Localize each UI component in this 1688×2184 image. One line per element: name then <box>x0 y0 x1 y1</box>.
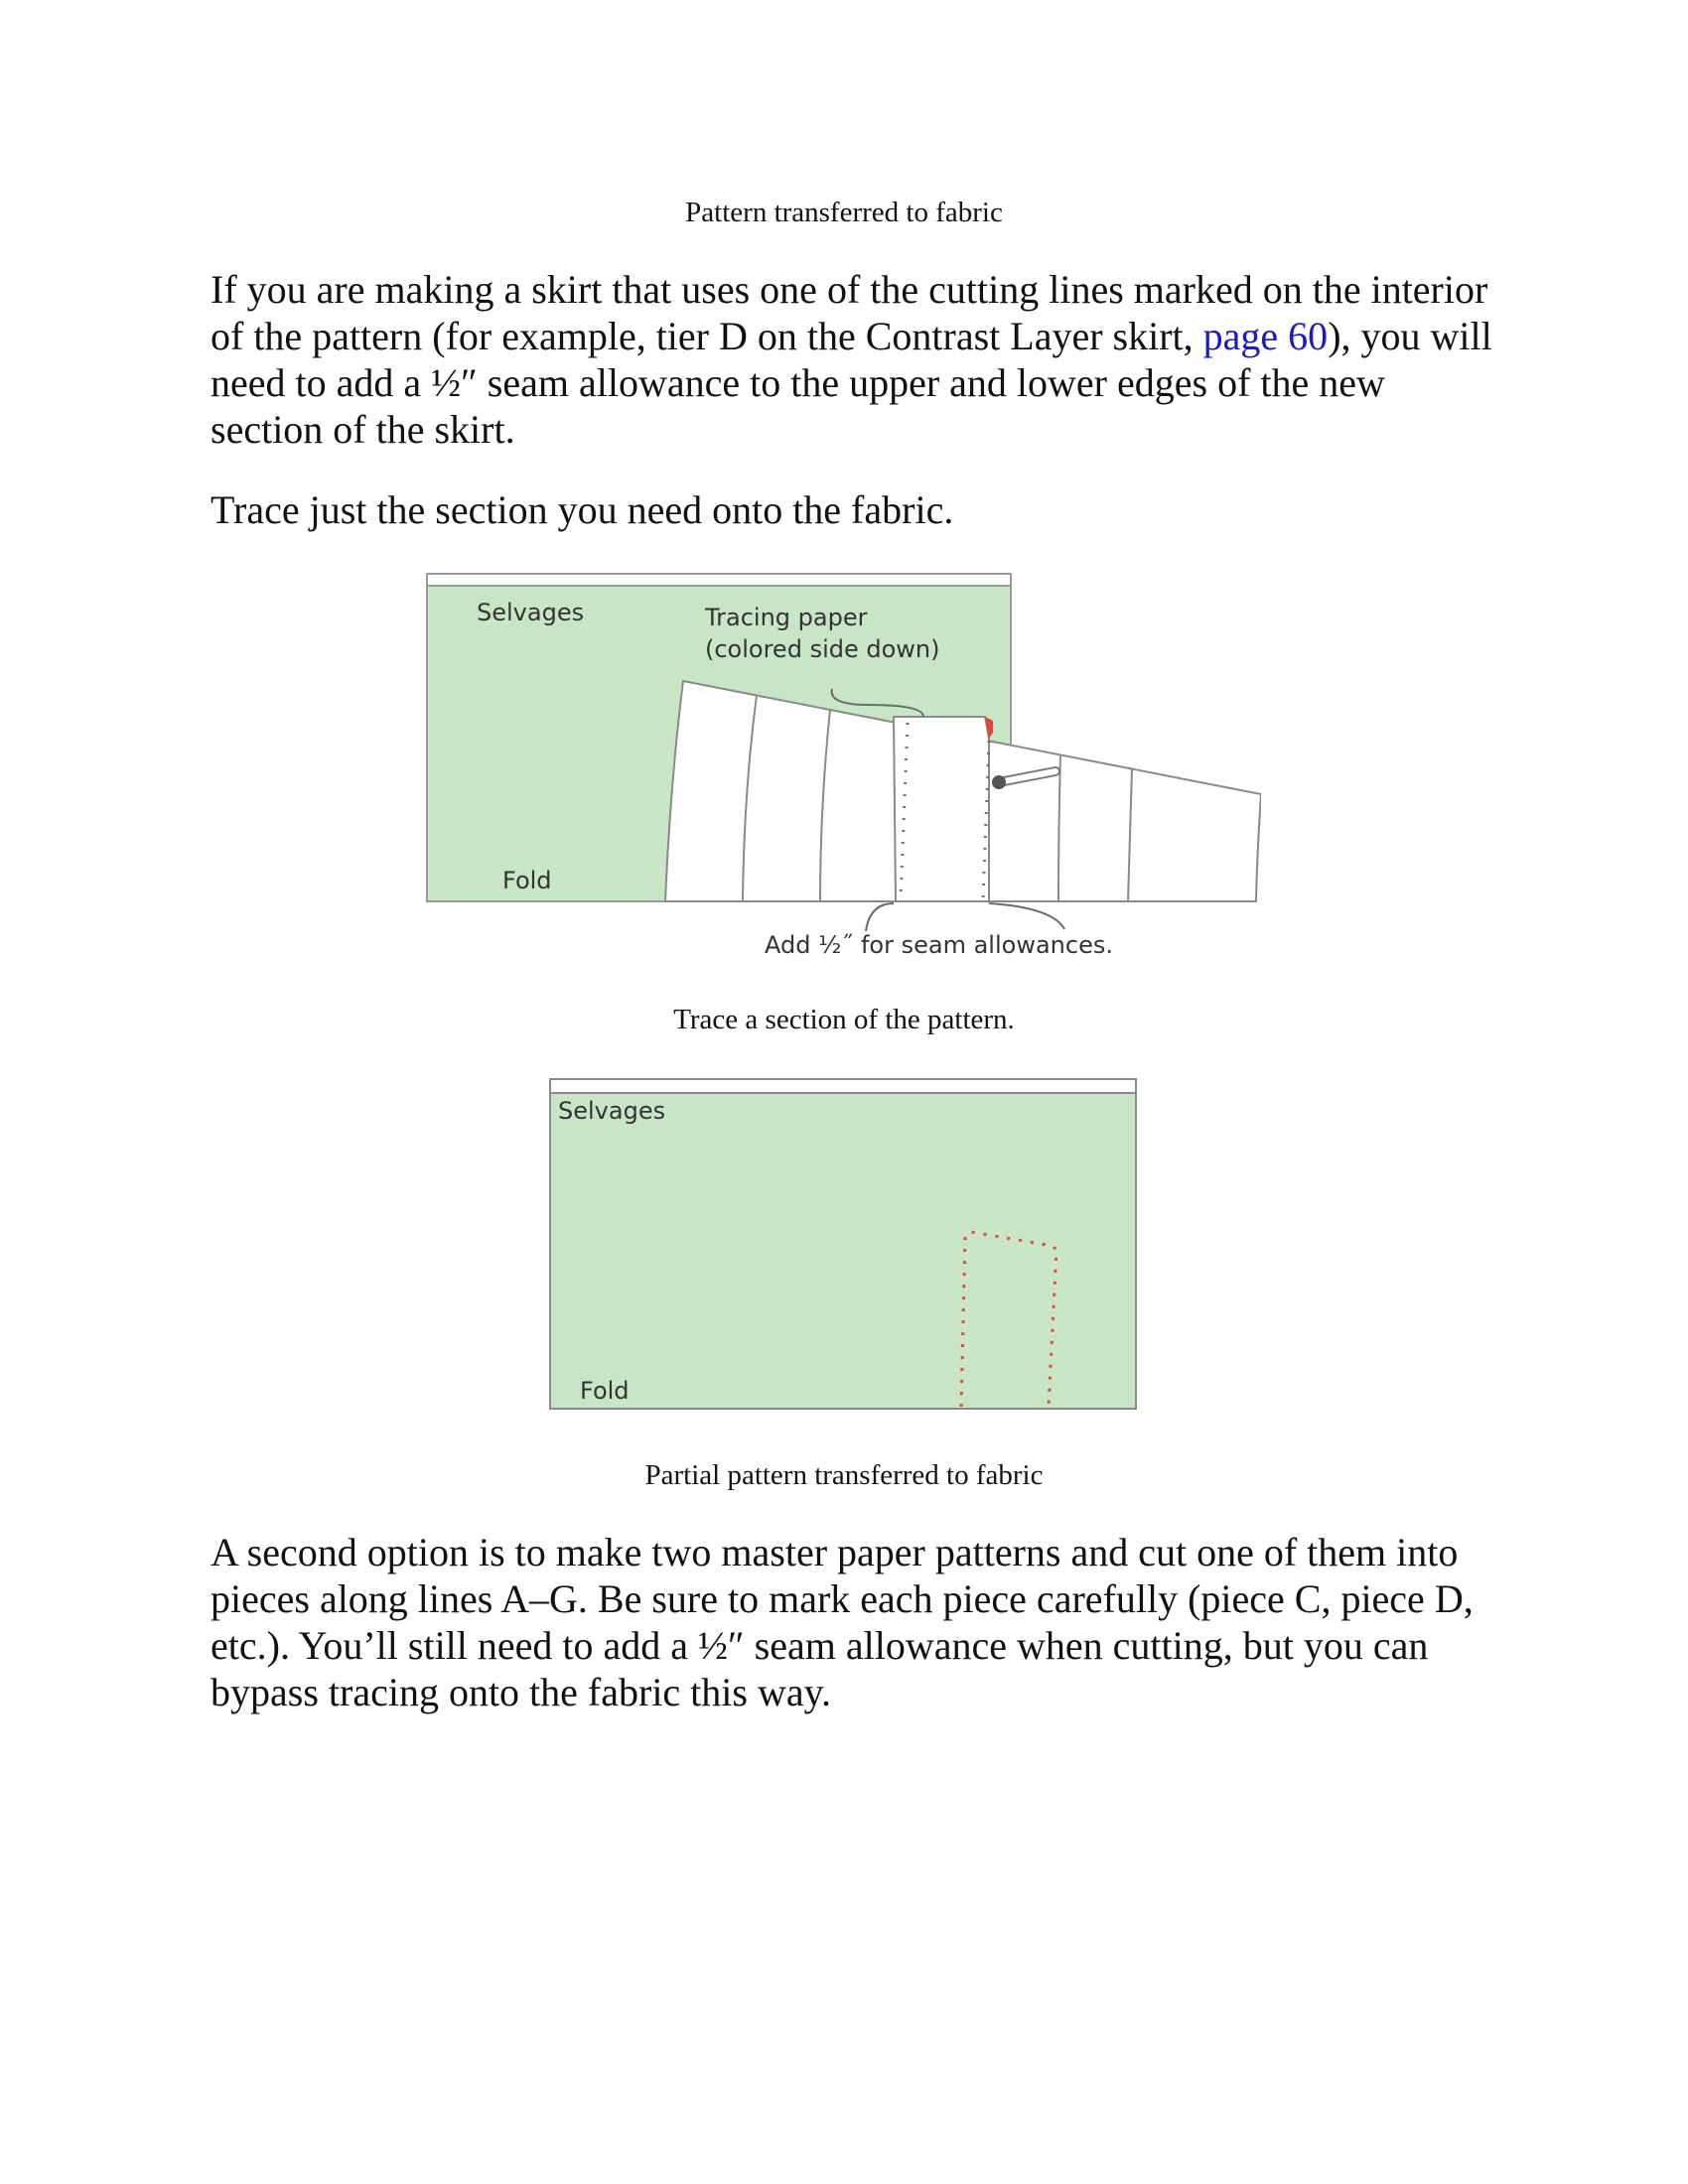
label-fold: Fold <box>580 1377 630 1405</box>
label-tracing-paper: Tracing paper <box>705 604 868 631</box>
tracing-paper <box>894 717 989 901</box>
figure-trace-section <box>417 566 1261 963</box>
paragraph-intro <box>211 266 1501 453</box>
caption-trace-section: Trace a section of the pattern. <box>673 1004 1015 1035</box>
figure-partial-pattern <box>548 1077 1144 1415</box>
seam-allowance-brace <box>866 903 1064 931</box>
fabric-rect <box>550 1079 1136 1409</box>
selvage-strip <box>550 1079 1136 1093</box>
tracing-wheel <box>992 775 1006 789</box>
caption-partial-pattern: Partial pattern transferred to fabric <box>644 1459 1044 1491</box>
selvage-strip <box>427 574 1011 586</box>
page-60-link[interactable]: page 60 <box>1202 314 1329 358</box>
paragraph-intro-text-b: ), you will need to add a ½″ seam allowance to the upper and lower edges of the new section of the skirt. <box>211 314 1492 452</box>
paragraph-intro-text-a: If you are making a skirt that uses one of the cutting lines marked on the interior of the pattern (for example, tier D on the Contrast Layer skirt, <box>211 267 1488 358</box>
label-selvages: Selvages <box>477 599 585 626</box>
top-caption: Pattern transferred to fabric <box>685 197 1003 228</box>
label-seam-allowance: Add ½˝ for seam allowances. <box>765 931 1113 959</box>
paragraph-second-option: A second option is to make two master paper patterns and cut one of them into pieces along lines A–G. Be sure to mark each piece carefully (piece C, piece D, etc.). You’ll still need to add a ½″ seam allowance when cutting, but you can bypass tracing onto the fabric this way. <box>211 1530 1474 1714</box>
label-colored-side-down: (colored side down) <box>705 635 940 663</box>
label-fold: Fold <box>502 867 552 894</box>
paragraph-trace: Trace just the section you need onto the fabric. <box>211 487 954 532</box>
label-selvages: Selvages <box>558 1097 666 1125</box>
